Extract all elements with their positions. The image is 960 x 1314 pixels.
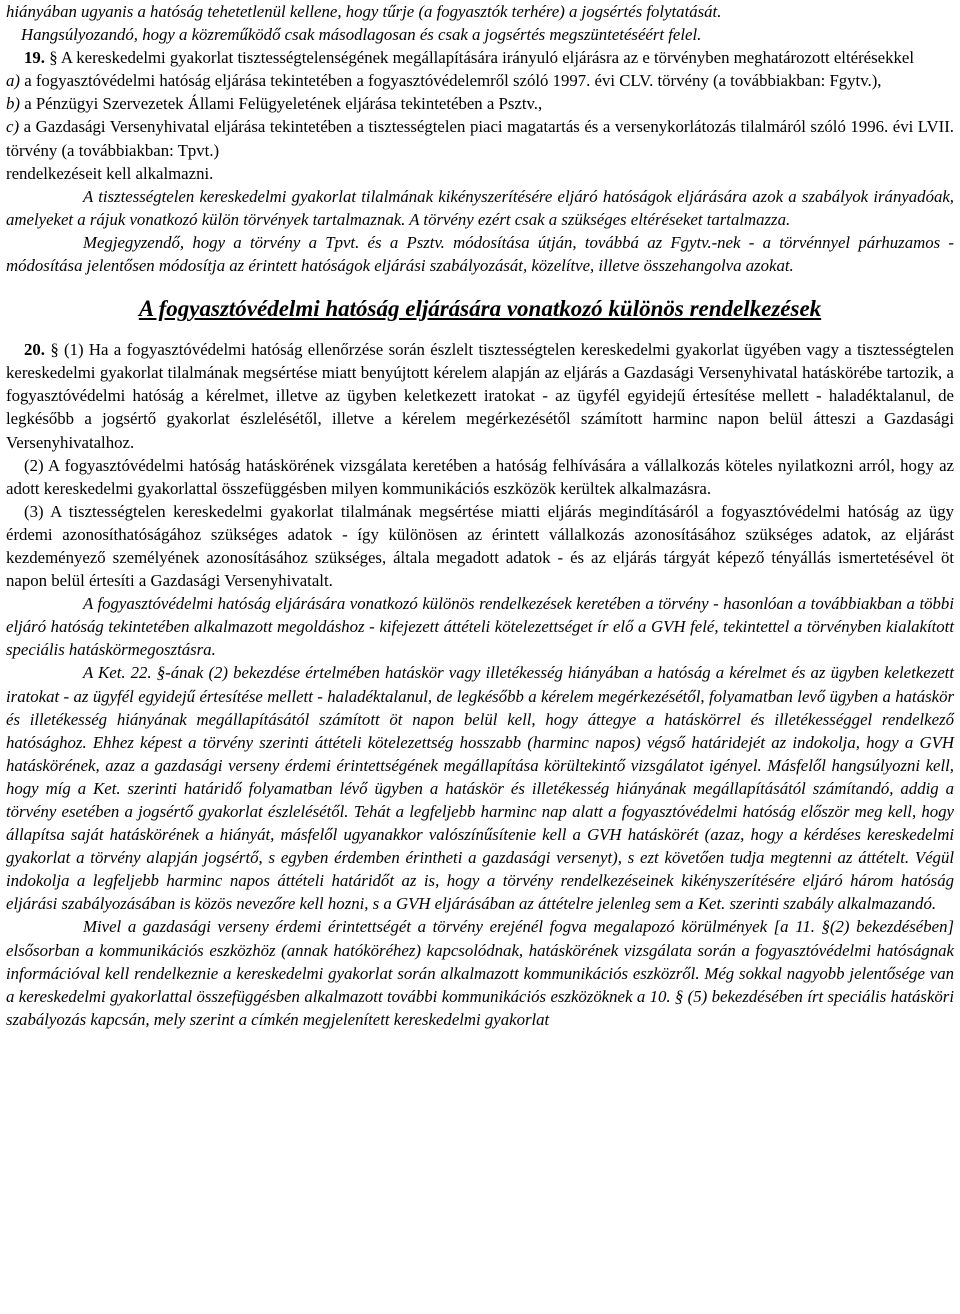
- item-b-mark: b): [6, 94, 20, 114]
- section-20-paragraph-3: (3) A tisztességtelen kereskedelmi gyakorlat tilalmának megsértése miatti eljárás megindításáról a fogyasztóvédelmi hatóság az ügy érdemi azonosíthatóságához szükséges adatok - így különösen az érintett vállalkozás azonosításához szükséges adatok, az eljárást kezdeményező személyének azonosításához szükséges, általa megadott adatok - és az eljárás tárgyát képező tényállás ismertetésével öt napon belül értesíti a Gazdasági Versenyhivatalt.: [6, 501, 954, 591]
- section-19-intro: [6, 46, 954, 69]
- section-19-number: 19.: [24, 48, 45, 68]
- section-19-commentary-1: A tisztességtelen kereskedelmi gyakorlat tilalmának kikényszerítésére eljáró hatóságok eljárására azok a szabályok irányadóak, amelyeket a rájuk vonatkozó külön törvények tartalmaznak. A törvény ezért csak a szükséges eltéréseket tartalmazza.: [6, 186, 954, 229]
- section-19-item-b: [6, 92, 954, 115]
- section-19-item-c: [6, 115, 954, 161]
- section-20-paragraph-2: (2) A fogyasztóvédelmi hatóság hatáskörének vizsgálata keretében a hatóság felhívására a vállalkozás köteles nyilatkozni arról, hogy az adott kereskedelmi gyakorlattal összefüggésben milyen kommunikációs eszközök kerültek alkalmazásra.: [6, 455, 954, 498]
- item-c-mark: c): [6, 117, 20, 137]
- section-20-number: 20.: [24, 340, 45, 360]
- item-b-text: a Pénzügyi Szervezetek Állami Felügyeletének eljárása tekintetében a Psztv.,: [24, 94, 543, 114]
- section-20-paragraph-1: [6, 338, 954, 453]
- section-20-commentary-2: A Ket. 22. §-ának (2) bekezdése értelmében hatáskör vagy illetékesség hiányában a hatóság a kérelmet és az ügyben keletkezett iratokat - az ügyfél egyidejű értesítése mellett - haladéktalanul, de legkésőbb a kérelem megérkezésétől, folyamatban levő ügyben a hatáskör és illetékesség hiányának megállapításától számított öt napon belül kell, hogy áttegye a hatáskörrel és illetékességgel rendelkező hatósághoz. Ehhez képest a törvény szerinti áttételi kötelezettség hosszabb (harminc napos) végső határidejét az indokolja, hogy a GVH hatáskörének, azaz a gazdasági verseny érdemi érintettségének megállapítása körültekintő vizsgálatot igényel. Másfelől hangsúlyozni kell, hogy míg a Ket. szerinti határidő folyamatban lévő ügyben a hatáskör és illetékesség hiányának megállapításától számítandó, addig a törvény esetében a jogsértő gyakorlat észlelésétől. Tehát a legfeljebb harminc nap alatt a fogyasztóvédelmi hatóság először meg kell, hogy állapítsa saját hatáskörének a hiányát, másfelől ugyanakkor valószínűsítenie kell a GVH hatáskörét (azaz, hogy a kérdéses kereskedelmi gyakorlat a törvény alapján jogsértő, s egyben érdemben érintheti a gazdasági versenyt), s ezt követően tudja megtenni az áttételt. Végül indokolja a legfeljebb harminc napos áttételi határidőt az is, hogy a törvény rendelkezéseinek kikényszerítésére eljáró három hatóság eljárási szabályozásában is közös nevezőre kell hozni, s a GVH eljárásában az áttételre jelenleg sem a Ket. szerinti szabály alkalmazandó.: [6, 663, 954, 914]
- section-20-paragraph-1-text: § (1) Ha a fogyasztóvédelmi hatóság ellenőrzése során észlelt tisztességtelen kereskedelmi gyakorlat ügyében vagy a tisztességtelen kereskedelmi gyakorlat tilalmának megsértése miatt benyújtott kérelem alapján az eljárás a Gazdasági Versenyhivatal hatáskörébe tartozik, a fogyasztóvédelmi hatóság a kérelmet, illetve az ügyben keletkezett iratokat - az ügyfél egyidejű értesítése mellett - haladéktalanul, de legkésőbb a jogsértő gyakorlat észlelésétől, illetve a kérelem megérkezésétől számított harminc napon belül átteszi a Gazdasági Versenyhivatalhoz.: [6, 340, 954, 452]
- section-20-commentary-1: A fogyasztóvédelmi hatóság eljárására vonatkozó különös rendelkezések keretében a törvény - hasonlóan a továbbiakban a többi eljáró hatóság tekintetében alkalmazott megoldáshoz - kifejezett áttételi kötelezettséget ír elő a GVH felé, tekintettel a törvényben kialakított speciális hatáskörmegosztásra.: [6, 594, 954, 660]
- top-line-1: hiányában ugyanis a hatóság tehetetlenül kellene, hogy tűrje (a fogyasztók terhére) a jogsértés folytatását.: [6, 2, 722, 21]
- section-heading: A fogyasztóvédelmi hatóság eljárására vonatkozó különös rendelkezések: [138, 296, 822, 322]
- item-a-text: a fogyasztóvédelmi hatóság eljárása tekintetében a fogyasztóvédelemről szóló 1997. évi CLV. törvény (a továbbiakban: Fgytv.),: [24, 71, 882, 91]
- section-19-item-a: [6, 69, 954, 92]
- item-a-mark: a): [6, 71, 20, 91]
- section-20-commentary-3: Mivel a gazdasági verseny érdemi érintettségét a törvény erejénél fogva megalapozó körülmények [a 11. §(2) bekezdésében] elsősorban a kommunikációs eszközhöz (annak hatóköréhez) kapcsolódnak, hatáskörének vizsgálata során a fogyasztóvédelmi hatóságnak információval kell rendelkeznie a kereskedelmi gyakorlat során alkalmazott kommunikációs eszközről. Még sokkal nagyobb jelentősége van a kereskedelmi gyakorlattal összefüggésben alkalmazott további kommunikációs eszközöknek a 10. § (5) bekezdésében írt speciális hatásköri szabályozás kapcsán, mely szerint a címkén megjelenített kereskedelmi gyakorlat: [6, 917, 954, 1029]
- item-c-text: a Gazdasági Versenyhivatal eljárása tekintetében a tisztességtelen piaci magatartás és a versenykorlátozás tilalmáról szóló 1996. évi LVII. törvény (a továbbiakban: Tpvt.): [6, 117, 955, 160]
- top-line-2: Hangsúlyozandó, hogy a közreműködő csak másodlagosan és csak a jogsértés megszüntetéséért felel.: [21, 25, 702, 45]
- section-19-closing: rendelkezéseit kell alkalmazni.: [6, 163, 214, 183]
- section-19-commentary-2: Megjegyzendő, hogy a törvény a Tpvt. és a Psztv. módosítása útján, továbbá az Fgytv.-nek - a törvénnyel párhuzamos - módosítása jelentősen módosítja az érintett hatóságok eljárási szabályozását, közelítve, illetve összehangolva azokat.: [6, 232, 954, 276]
- section-19-intro-text: § A kereskedelmi gyakorlat tisztességtelenségének megállapítására irányuló eljárásra az e törvényben meghatározott eltérésekkel: [49, 48, 914, 68]
